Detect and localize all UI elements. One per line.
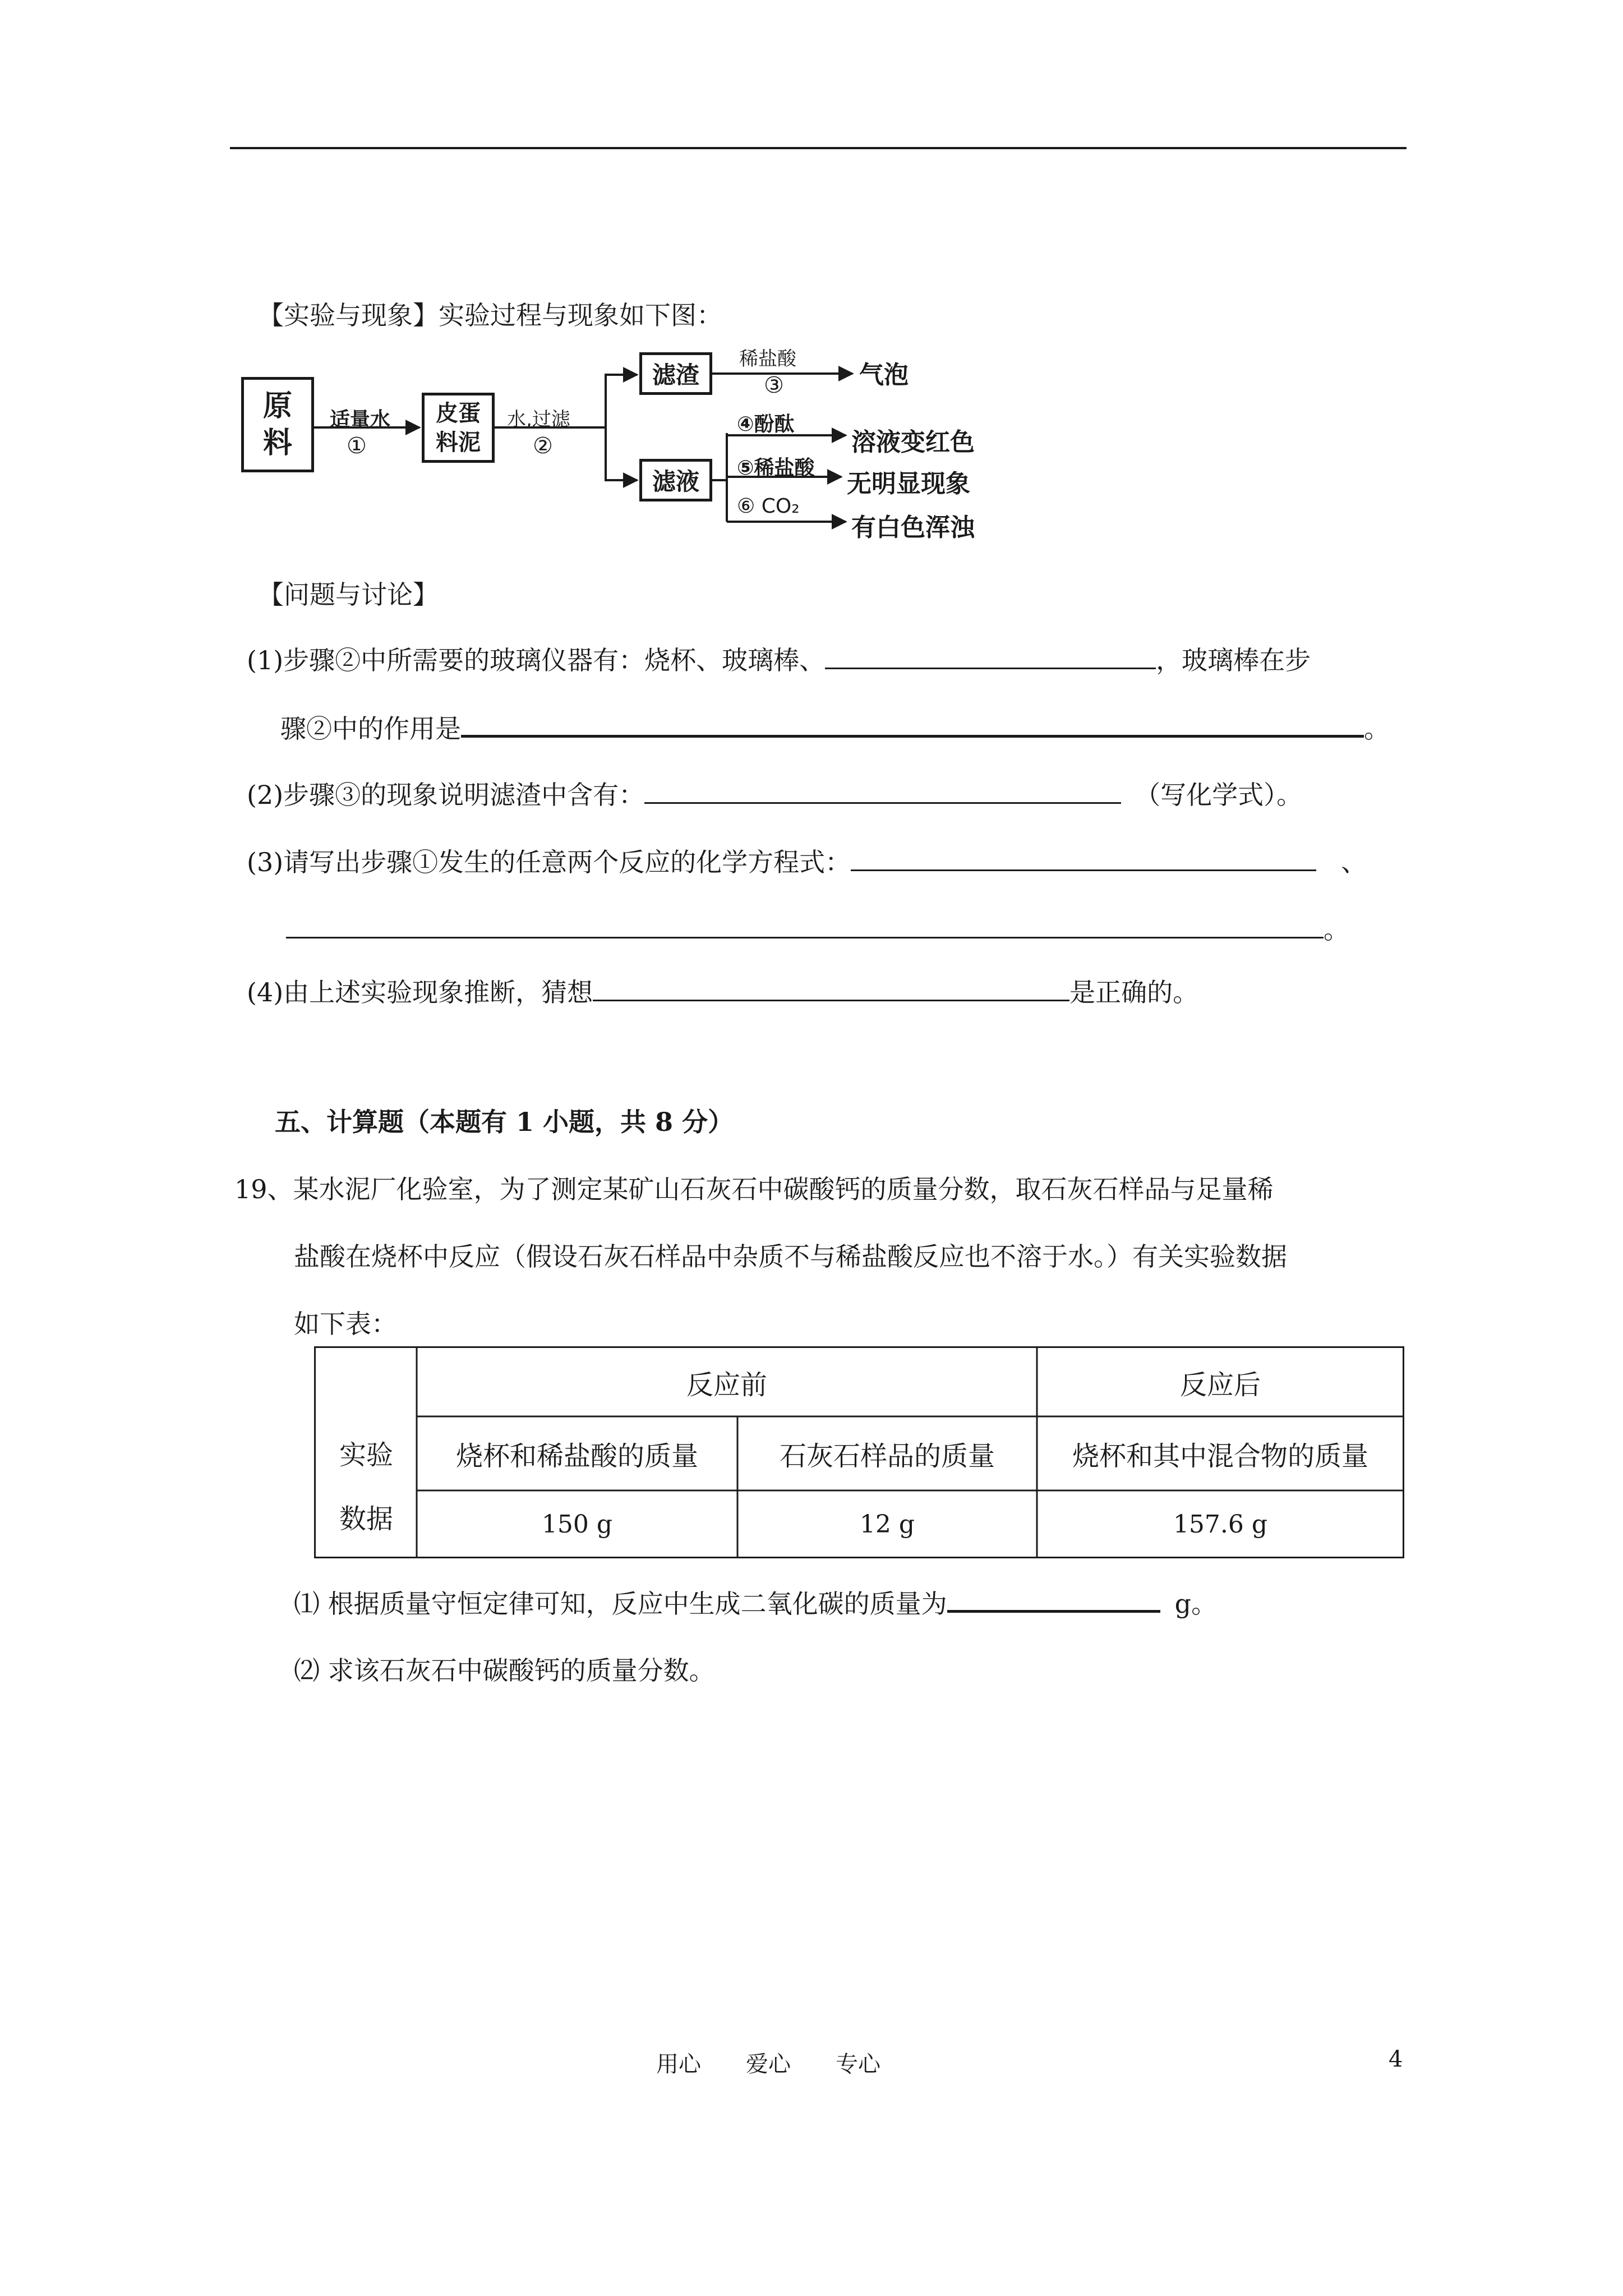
sub1-blank[interactable] xyxy=(947,1585,1160,1613)
q4-text-a: (4)由上述实验现象推断，猜想 xyxy=(247,977,593,1007)
step2-label: 水,过滤 xyxy=(507,408,570,431)
question-3-line2 xyxy=(286,912,1349,946)
step1-label: 适量水 xyxy=(330,408,391,431)
q1-text-c: 骤②中的作用是 xyxy=(280,714,461,744)
mud-line1: 皮蛋 xyxy=(436,400,481,426)
question-1-line1 xyxy=(247,643,1311,677)
q1-text-b: ，玻璃棒在步 xyxy=(1156,645,1311,675)
step2-num: ② xyxy=(533,433,553,459)
raw-material-line1: 原 xyxy=(262,389,292,423)
question-1-line2 xyxy=(280,710,1390,746)
result3-text: 气泡 xyxy=(859,361,909,389)
header-after: 反应后 xyxy=(1179,1369,1261,1401)
q2-text-a: (2)步骤③的现象说明滤渣中含有： xyxy=(247,780,645,810)
col-mixture: 烧杯和其中混合物的质量 xyxy=(1072,1440,1368,1472)
q1-text-end: 。 xyxy=(1364,714,1390,744)
result4-text: 溶液变红色 xyxy=(851,428,975,457)
q3-blank-eq1[interactable] xyxy=(851,845,1316,871)
q4-blank[interactable] xyxy=(593,975,1069,1001)
q1-blank-instrument[interactable] xyxy=(825,643,1156,669)
val-mixture: 157.6 g xyxy=(1173,1510,1268,1539)
sub-question-1 xyxy=(294,1585,1217,1621)
residue-box: 滤渣 xyxy=(639,352,712,395)
page-number: 4 xyxy=(1389,2046,1403,2072)
experiment-heading: 【实验与现象】实验过程与现象如下图： xyxy=(258,300,722,330)
sub1-text-a: ⑴ 根据质量守恒定律可知，反应中生成二氧化碳的质量为 xyxy=(294,1589,947,1619)
q3-text-a: (3)请写出步骤①发生的任意两个反应的化学方程式： xyxy=(247,847,851,877)
footer-slogan: 用心 爱心 专心 xyxy=(656,2051,880,2077)
col-limestone: 石灰石样品的质量 xyxy=(779,1440,995,1472)
filtrate-box: 滤液 xyxy=(639,459,712,501)
step3-num: ③ xyxy=(764,372,784,398)
step3-label: 稀盐酸 xyxy=(739,348,796,370)
question-2 xyxy=(247,777,1302,812)
step4-label: ④酚酞 xyxy=(737,413,795,436)
val-limestone: 12 g xyxy=(859,1510,915,1539)
discussion-heading: 【问题与讨论】 xyxy=(258,579,439,610)
experiment-data-table xyxy=(314,1346,1404,1558)
step6-label: ⑥ CO₂ xyxy=(737,495,800,518)
q19-line3: 如下表： xyxy=(294,1309,397,1339)
header-before: 反应前 xyxy=(686,1369,767,1401)
raw-material-line2: 料 xyxy=(262,426,292,460)
step1-num: ① xyxy=(347,433,367,459)
question-4 xyxy=(247,975,1198,1009)
flow-arrows xyxy=(0,0,1009,561)
sub1-text-b: g。 xyxy=(1174,1589,1218,1619)
sub-question-2: ⑵ 求该石灰石中碳酸钙的质量分数。 xyxy=(294,1655,715,1686)
q19-line1: 19、某水泥厂化验室，为了测定某矿山石灰石中碳酸钙的质量分数，取石灰石样品与足量稀 xyxy=(234,1174,1274,1204)
question-3-line1 xyxy=(247,845,1367,879)
q3-blank-eq2[interactable] xyxy=(286,912,1324,938)
q19-line2: 盐酸在烧杯中反应（假设石灰石样品中杂质不与稀盐酸反应也不溶于水。）有关实验数据 xyxy=(294,1241,1287,1272)
q1-blank-role[interactable] xyxy=(461,710,1364,738)
result5-text: 无明显现象 xyxy=(847,470,970,498)
q4-text-b: 是正确的。 xyxy=(1069,977,1199,1007)
result6-text: 有白色浑浊 xyxy=(851,513,975,542)
col-beaker-acid: 烧杯和稀盐酸的质量 xyxy=(455,1440,698,1472)
q1-text-a: (1)步骤②中所需要的玻璃仪器有：烧杯、玻璃棒、 xyxy=(247,645,826,675)
val-beaker-acid: 150 g xyxy=(541,1510,613,1539)
step5-label: ⑤稀盐酸 xyxy=(737,457,815,480)
arrow-2b xyxy=(606,375,637,427)
arrow-2c xyxy=(606,427,637,480)
row-label-2: 数据 xyxy=(339,1503,393,1535)
q3-sep: 、 xyxy=(1341,847,1367,877)
q3-end: 。 xyxy=(1324,914,1349,945)
mud-line2: 料泥 xyxy=(436,429,481,455)
row-label-1: 实验 xyxy=(339,1439,393,1471)
q2-blank[interactable] xyxy=(644,777,1121,804)
section-5-title: 五、计算题（本题有 1 小题，共 8 分） xyxy=(275,1107,734,1137)
q2-text-b: （写化学式）。 xyxy=(1135,780,1303,810)
